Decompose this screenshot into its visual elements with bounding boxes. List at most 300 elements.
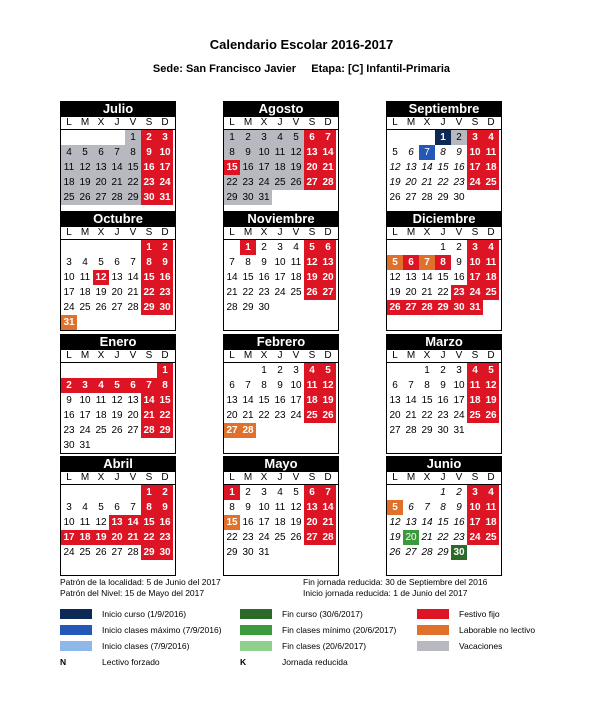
day-cell: 11 [483,500,499,515]
day-cell: 11 [467,378,483,393]
day-cell: 11 [483,255,499,270]
weekday-label: L [229,472,235,483]
day-cell: 31 [256,190,272,205]
weekday-label: D [324,472,332,483]
month-name: Agosto [223,101,339,117]
day-cell: 5 [483,363,499,378]
day-cell: 22 [157,408,173,423]
day-cell: 28 [226,302,238,313]
day-cell: 29 [435,300,451,315]
note-patron-localidad: Patrón de la localidad: 5 de Junio del 2017 [60,577,221,587]
weekday-label: S [145,227,153,238]
day-cell: 24 [79,425,91,436]
day-cell: 15 [421,395,433,406]
month-body [60,227,176,331]
weekday-label: X [423,472,431,483]
weekday-header [61,117,175,130]
day-cell: 7 [229,257,235,268]
day-cell: 6 [229,380,235,391]
day-cell: 28 [109,190,125,205]
weekday-label: X [423,117,431,128]
day-cell: 17 [290,395,302,406]
day-cell: 3 [467,130,483,145]
day-cell: 14 [320,500,336,515]
day-cell: 9 [245,502,251,513]
weekday-label: J [114,117,120,128]
empty-cell [61,240,77,255]
day-cell: 10 [467,145,483,160]
day-cell: 4 [483,485,499,500]
month-body [223,227,339,331]
day-cell: 4 [93,378,109,393]
weekday-label: L [66,472,72,483]
day-cell: 15 [224,515,240,530]
empty-cell [61,130,77,145]
day-cell: 12 [111,395,123,406]
day-grid [224,130,338,205]
day-cell: 5 [387,500,403,515]
sede-label: Sede: [152,63,183,75]
day-cell: 23 [437,410,449,421]
legend-label: Vacaciones [459,641,503,651]
day-cell: 30 [157,300,173,315]
weekday-label: D [324,117,332,128]
month-julio [60,101,176,221]
weekday-header [61,350,175,363]
day-cell: 1 [440,242,446,253]
day-grid [224,485,338,560]
day-cell: 13 [127,395,139,406]
month-name: Marzo [386,334,502,350]
day-cell: 6 [408,147,414,158]
day-cell: 12 [288,145,304,160]
weekday-label: M [80,472,90,483]
weekday-label: M [243,472,253,483]
day-cell: 29 [421,425,433,436]
day-cell: 5 [293,487,299,498]
month-body [386,472,502,576]
day-cell: 22 [141,530,157,545]
day-cell: 23 [240,175,256,190]
weekday-label: X [260,350,268,361]
weekday-label: V [129,227,137,238]
legend-label: Laborable no lectivo [459,625,536,635]
day-cell: 29 [224,190,240,205]
day-cell: 27 [127,425,139,436]
legend-label: Jornada reducida [282,657,348,667]
day-cell: 8 [125,145,141,160]
legend-swatch [60,641,92,651]
day-cell: 30 [453,192,465,203]
legend-item [417,608,500,620]
month-body [386,227,502,331]
legend-label: Fin clases (20/6/2017) [282,641,367,651]
empty-cell [387,363,403,378]
day-cell: 13 [304,145,320,160]
day-cell: 10 [467,500,483,515]
day-cell: 8 [245,257,251,268]
day-cell: 29 [226,547,238,558]
day-cell: 16 [141,160,157,175]
day-cell: 12 [389,162,401,173]
day-cell: 30 [141,190,157,205]
day-cell: 9 [440,380,446,391]
day-cell: 20 [226,410,238,421]
empty-cell [224,240,240,255]
day-cell: 7 [419,255,435,270]
weekday-label: V [129,472,137,483]
legend-swatch [417,641,449,651]
legend-swatch [417,625,449,635]
month-body [223,117,339,221]
day-cell: 25 [272,175,288,190]
day-cell: 23 [451,285,467,300]
legend-swatch [60,625,92,635]
legend-swatch [240,625,272,635]
day-cell: 3 [467,240,483,255]
day-cell: 20 [127,410,139,421]
day-cell: 30 [242,547,254,558]
day-cell: 16 [63,410,75,421]
day-cell: 6 [114,502,120,513]
day-cell: 2 [456,242,462,253]
day-cell: 31 [453,425,465,436]
day-cell: 13 [405,272,417,283]
day-cell: 26 [389,192,401,203]
day-grid [61,363,175,453]
empty-cell [61,363,77,378]
day-cell: 21 [141,408,157,423]
day-cell: 25 [79,302,91,313]
day-cell: 6 [125,378,141,393]
day-cell: 5 [288,130,304,145]
day-cell: 25 [304,408,320,423]
day-cell: 23 [63,425,75,436]
legend-symbol: N [60,657,67,667]
day-cell: 29 [141,545,157,560]
day-cell: 28 [405,425,417,436]
day-cell: 25 [61,190,77,205]
day-cell: 9 [157,500,173,515]
day-cell: 17 [61,530,77,545]
day-cell: 4 [61,145,77,160]
legend-swatch [60,609,92,619]
month-body [223,472,339,576]
day-cell: 23 [141,175,157,190]
month-body [60,472,176,576]
day-grid [61,240,175,330]
day-cell: 31 [258,547,270,558]
day-grid [61,485,175,560]
day-cell: 25 [483,285,499,300]
day-cell: 2 [240,130,256,145]
day-cell: 15 [258,395,270,406]
day-cell: 11 [272,145,288,160]
day-cell: 15 [437,517,449,528]
day-cell: 20 [405,177,417,188]
weekday-label: L [66,227,72,238]
weekday-label: V [455,227,463,238]
day-cell: 28 [320,530,336,545]
day-cell: 15 [141,270,157,285]
day-cell: 25 [274,532,286,543]
day-cell: 4 [304,363,320,378]
empty-cell [419,485,435,500]
weekday-label: X [260,117,268,128]
day-cell: 2 [440,365,446,376]
empty-cell [77,130,93,145]
weekday-label: X [97,472,105,483]
day-cell: 15 [141,515,157,530]
day-cell: 12 [483,378,499,393]
empty-cell [93,363,109,378]
day-cell: 8 [440,502,446,513]
day-cell: 5 [98,502,104,513]
weekday-label: S [145,350,153,361]
empty-cell [141,363,157,378]
day-cell: 15 [437,272,449,283]
day-cell: 4 [483,130,499,145]
day-cell: 1 [440,487,446,498]
day-cell: 19 [93,530,109,545]
day-cell: 19 [389,532,401,543]
day-cell: 14 [109,160,125,175]
weekday-label: M [406,350,416,361]
day-cell: 26 [304,285,320,300]
day-cell: 18 [304,393,320,408]
day-cell: 21 [320,160,336,175]
day-cell: 30 [157,545,173,560]
empty-cell [419,240,435,255]
empty-cell [109,485,125,500]
weekday-label: V [292,472,300,483]
day-cell: 21 [127,287,139,298]
weekday-label: V [455,350,463,361]
weekday-label: X [260,472,268,483]
month-body [60,350,176,454]
month-body [223,350,339,454]
legend-label: Lectivo forzado [102,657,160,667]
legend-item [240,640,366,652]
empty-cell [93,485,109,500]
day-cell: 28 [141,423,157,438]
day-cell: 10 [274,257,286,268]
legend-item [240,656,348,668]
weekday-label: V [129,117,137,128]
day-cell: 10 [79,395,91,406]
empty-cell [387,485,403,500]
day-cell: 7 [419,145,435,160]
day-cell: 16 [157,515,173,530]
day-cell: 24 [63,302,75,313]
day-cell: 15 [125,160,141,175]
legend-item [417,640,502,652]
day-cell: 16 [453,162,465,173]
weekday-label: V [292,227,300,238]
weekday-label: L [392,117,398,128]
weekday-label: D [324,350,332,361]
month-septiembre [386,101,502,221]
note-patron-nivel: Patrón del Nivel: 15 de Mayo del 2017 [60,588,205,598]
day-cell: 2 [141,130,157,145]
day-cell: 26 [77,190,93,205]
month-body [60,117,176,221]
day-cell: 30 [451,300,467,315]
day-cell: 5 [304,240,320,255]
day-cell: 13 [405,517,417,528]
day-cell: 26 [320,408,336,423]
etapa-value: [C] Infantil-Primaria [347,63,451,75]
day-cell: 16 [274,395,286,406]
legend-item [60,656,160,668]
day-cell: 12 [77,160,93,175]
empty-cell [240,363,256,378]
legend-item [240,624,396,636]
day-cell: 14 [127,272,139,283]
day-cell: 4 [82,257,88,268]
day-cell: 15 [157,393,173,408]
day-cell: 25 [95,425,107,436]
day-cell: 19 [288,160,304,175]
day-cell: 18 [483,515,499,530]
day-cell: 7 [320,130,336,145]
note-fin-jornada: Fin jornada reducida: 30 de Septiembre del 2016 [303,577,488,587]
weekday-label: S [308,227,316,238]
day-cell: 17 [258,517,270,528]
day-cell: 21 [226,287,238,298]
subtitle [0,63,603,75]
day-cell: 16 [453,517,465,528]
weekday-label: D [487,472,495,483]
day-cell: 30 [63,440,75,451]
day-cell: 12 [93,270,109,285]
weekday-label: J [440,472,446,483]
month-abril [60,456,176,576]
day-cell: 21 [421,532,433,543]
day-cell: 30 [258,302,270,313]
weekday-header [387,117,501,130]
weekday-label: M [80,350,90,361]
day-cell: 3 [456,365,462,376]
day-cell: 8 [141,500,157,515]
day-cell: 7 [130,502,136,513]
day-cell: 2 [61,378,77,393]
day-cell: 27 [111,302,123,313]
weekday-label: V [292,350,300,361]
day-cell: 18 [467,393,483,408]
weekday-label: D [161,227,169,238]
day-cell: 16 [258,272,270,283]
day-cell: 12 [304,255,320,270]
day-cell: 8 [224,145,240,160]
weekday-label: J [440,350,446,361]
day-cell: 10 [157,145,173,160]
day-cell: 25 [483,530,499,545]
day-cell: 17 [467,160,483,175]
weekday-label: D [161,472,169,483]
day-cell: 22 [125,175,141,190]
day-cell: 20 [304,515,320,530]
day-cell: 24 [467,285,483,300]
weekday-label: D [487,227,495,238]
weekday-label: D [487,117,495,128]
day-cell: 19 [483,393,499,408]
legend-item [60,624,222,636]
day-cell: 28 [127,302,139,313]
weekday-header [61,227,175,240]
legend-swatch [240,641,272,651]
day-cell: 3 [256,130,272,145]
day-cell: 1 [435,130,451,145]
legend-item [60,640,189,652]
day-cell: 6 [93,145,109,160]
weekday-label: L [66,117,72,128]
day-cell: 1 [424,365,430,376]
day-cell: 16 [242,517,254,528]
weekday-label: S [308,117,316,128]
empty-cell [125,240,141,255]
day-cell: 17 [274,272,286,283]
day-cell: 18 [272,160,288,175]
empty-cell [403,130,419,145]
day-cell: 8 [440,147,446,158]
weekday-label: D [161,117,169,128]
day-cell: 10 [290,380,302,391]
day-grid [387,130,501,205]
day-cell: 19 [111,410,123,421]
day-cell: 23 [274,410,286,421]
day-cell: 23 [157,530,173,545]
month-name: Septiembre [386,101,502,117]
weekday-label: M [80,117,90,128]
day-cell: 3 [66,502,72,513]
day-cell: 14 [421,162,433,173]
day-cell: 2 [157,240,173,255]
day-cell: 3 [293,365,299,376]
day-cell: 1 [141,240,157,255]
month-mayo [223,456,339,576]
day-cell: 12 [290,502,302,513]
day-cell: 21 [320,515,336,530]
legend-swatch [417,609,449,619]
day-cell: 29 [437,192,449,203]
weekday-header [387,350,501,363]
empty-cell [387,240,403,255]
day-cell: 24 [467,175,483,190]
day-cell: 9 [141,145,157,160]
day-cell: 30 [437,425,449,436]
day-cell: 9 [277,380,283,391]
day-cell: 27 [304,175,320,190]
day-cell: 26 [111,425,123,436]
weekday-label: J [277,117,283,128]
day-cell: 27 [111,547,123,558]
day-cell: 27 [320,285,336,300]
day-cell: 18 [290,272,302,283]
day-cell: 20 [389,410,401,421]
day-cell: 26 [483,408,499,423]
day-cell: 17 [63,287,75,298]
day-cell: 3 [157,130,173,145]
notes-right [303,577,487,599]
day-cell: 27 [405,547,417,558]
month-diciembre [386,211,502,331]
weekday-label: L [229,350,235,361]
day-cell: 21 [125,530,141,545]
day-cell: 24 [157,175,173,190]
weekday-header [387,472,501,485]
weekday-label: J [277,350,283,361]
